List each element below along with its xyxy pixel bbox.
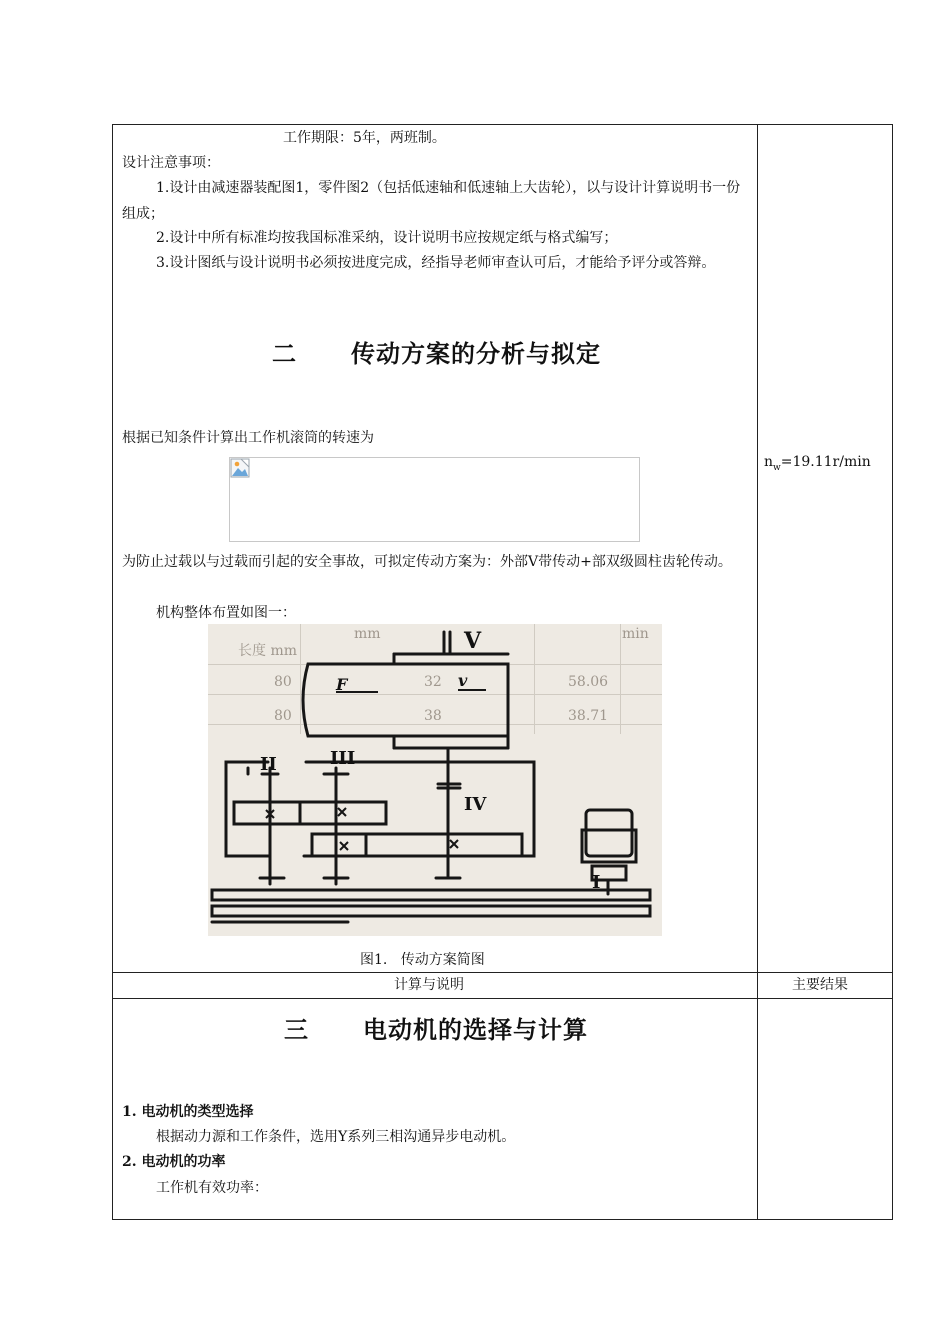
nw-result: $n_w=19.11r/\min$ [764,454,871,473]
work-term: 工作期限：5年，两班制。 [283,130,446,146]
header-calc: 计算与说明 [394,977,464,993]
motor-type-heading: 1. 电动机的类型选择 [122,1104,254,1120]
label-speed: v [458,671,468,690]
note-3: 3.设计图纸与设计说明书必须按进度完成，经指导老师审查认可后，才能给予评分或答辩。 [156,255,716,271]
drum-speed-text: 根据已知条件计算出工作机滚筒的转速为 [122,430,374,446]
section-2-title: 传动方案的分析与拟定 [351,339,601,368]
bg-r1-c: 58.06 [568,674,609,690]
section-2-number: 二 [272,339,297,368]
scheme-description: 为防止过载以与过载而引起的安全事故，可拟定传动方案为：外部V带传动+部双级圆柱齿轮传动。 [122,554,732,570]
transmission-scheme-figure [208,624,662,936]
row-divider-top [112,972,893,973]
bg-r2-c: 38.71 [568,708,609,724]
bg-r2-b: 38 [424,708,442,724]
motor-power-text: 工作机有效功率： [156,1180,268,1196]
note-2: 2.设计中所有标准均按我国标准采纳，设计说明书应按规定纸与格式编写； [156,230,618,246]
bg-r1-b: 32 [424,674,442,690]
layout-intro: 机构整体布置如图一： [156,605,296,621]
label-shaft-1: I [592,872,601,893]
motor-type-text: 根据动力源和工作条件，选用Y系列三相沟通异步电动机。 [156,1129,516,1145]
label-v: V [464,628,482,654]
section-2-heading [272,334,601,369]
scheme-drawing [208,624,662,936]
motor-power-heading: 2. 电动机的功率 [122,1154,226,1170]
label-shaft-3: III [330,748,356,769]
note-1: 1.设计由减速器装配图1，零件图2（包括低速轴和低速轴上大齿轮），以与设计计算说明书一份组成； [122,180,741,222]
header-results: 主要结果 [792,977,848,993]
section-3-heading [284,1010,588,1045]
bg-header-len: 长度 mm [238,643,298,659]
bg-r2-a: 80 [274,708,292,724]
formula-image [229,457,640,542]
column-divider [757,124,758,1220]
figure-caption: 图1. 传动方案简图 [360,952,485,968]
section-3-number: 三 [284,1015,309,1044]
bg-unit-min: min [622,626,649,642]
bg-r1-a: 80 [274,674,292,690]
row-divider-bottom [112,998,893,999]
label-f: F [336,675,348,694]
label-shaft-2: II [260,754,277,775]
bg-unit-mm: mm [354,626,381,642]
notes-title: 设计注意事项： [122,155,220,171]
label-shaft-4: IV [464,794,487,815]
section-3-title: 电动机的选择与计算 [363,1015,588,1044]
broken-image-icon [230,458,250,478]
